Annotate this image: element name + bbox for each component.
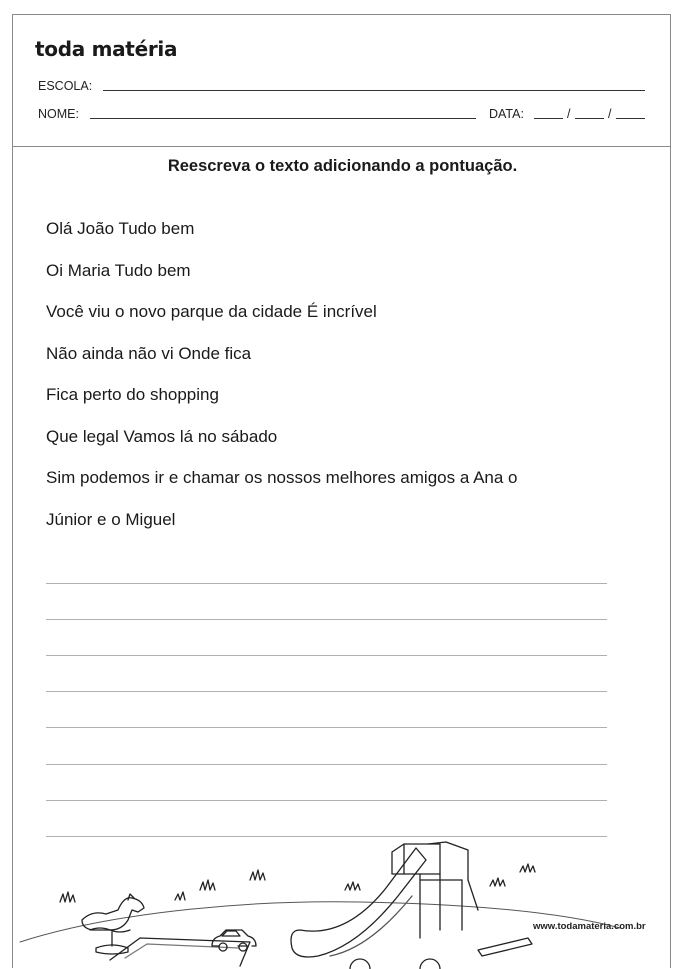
worksheet-header — [13, 15, 670, 147]
date-day-field[interactable] — [534, 118, 563, 119]
dialogue-line: Júnior e o Miguel — [46, 510, 176, 529]
school-label: ESCOLA: — [38, 79, 93, 93]
school-field[interactable] — [103, 90, 645, 91]
answer-line[interactable] — [46, 800, 607, 801]
answer-line[interactable] — [46, 727, 607, 728]
playground-illustration-icon — [0, 820, 685, 969]
dialogue-line: Olá João Tudo bem — [46, 219, 195, 238]
date-separator: / — [567, 107, 571, 121]
answer-line[interactable] — [46, 655, 607, 656]
logo: toda matéria — [35, 37, 178, 61]
answer-line[interactable] — [46, 691, 607, 692]
dialogue-line: Oi Maria Tudo bem — [46, 261, 191, 280]
dialogue-line: Que legal Vamos lá no sábado — [46, 427, 278, 446]
date-year-field[interactable] — [616, 118, 645, 119]
date-separator: / — [608, 107, 612, 121]
answer-line[interactable] — [46, 764, 607, 765]
date-label: DATA: — [489, 107, 524, 121]
dialogue-line: Sim podemos ir e chamar os nossos melhores amigos a Ana o — [46, 468, 518, 487]
answer-line[interactable] — [46, 583, 607, 584]
date-month-field[interactable] — [575, 118, 604, 119]
name-label: NOME: — [38, 107, 79, 121]
name-field[interactable] — [90, 118, 476, 119]
exercise-instruction: Reescreva o texto adicionando a pontuação. — [167, 157, 518, 175]
answer-line[interactable] — [46, 619, 607, 620]
website-url[interactable]: www.todamateria.com.br — [533, 921, 646, 932]
dialogue-line: Você viu o novo parque da cidade É incrível — [46, 302, 377, 321]
dialogue-line: Fica perto do shopping — [46, 385, 219, 404]
dialogue-line: Não ainda não vi Onde fica — [46, 344, 252, 363]
